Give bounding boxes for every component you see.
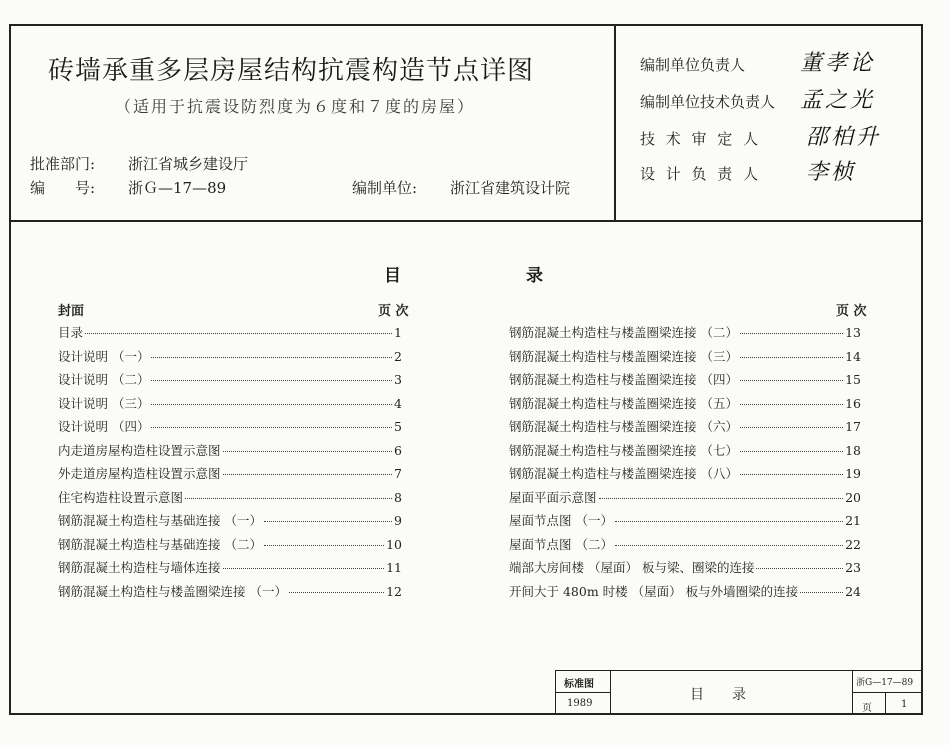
toc-entry[interactable] [509,582,861,600]
toc-leader-dots [740,451,843,452]
page-title: 砖墙承重多层房屋结构抗震构造节点详图 [48,56,535,86]
toc-leader-dots [740,474,843,475]
toc-entry-label: 钢筋混凝土构造柱与楼盖圈梁连接 （八） [509,466,738,481]
toc-entry-page: 5 [394,419,402,434]
toc-entry-label: 外走道房屋构造柱设置示意图 [58,466,221,481]
toc-heading-left: 目 [384,266,401,286]
toc-leader-dots [756,568,843,569]
toc-leader-dots [151,404,392,405]
toc-entry-label: 住宅构造柱设置示意图 [58,489,184,505]
toc-entry-page: 24 [845,583,861,599]
toc-entry-page: 12 [386,583,402,599]
toc-leader-dots [223,474,393,475]
toc-entry-label: 屋面节点图 （二） [509,536,613,552]
toc-entry[interactable] [58,464,402,482]
toc-leader-dots [151,357,392,358]
signature-name-3: 邵柏升 [806,125,882,150]
toc-entry[interactable] [509,394,861,412]
signature-role-1: 编制单位负责人 [640,56,746,74]
toc-entry-label: 设计说明 （一） [58,348,150,364]
toc-leader-dots [264,521,392,522]
toc-leader-dots [740,404,843,405]
compiler-label: 编制单位: [352,179,418,197]
toc-entry-page: 23 [845,560,861,575]
toc-entry[interactable] [509,464,861,482]
number-label: 编 号: [30,179,96,197]
signature-role-4: 设 计 负 责 人 [640,165,762,183]
toc-leader-dots [223,568,385,569]
toc-left-col-label: 封面 [58,304,85,319]
toc-entry[interactable] [509,370,861,388]
toc-entry-label: 钢筋混凝土构造柱与楼盖圈梁连接 （六） [509,419,738,434]
toc-entry-label: 端部大房间楼 （屋面） 板与梁、圈梁的连接 [509,560,755,575]
toc-leader-dots [185,498,392,499]
toc-entry-label: 钢筋混凝土构造柱与楼盖圈梁连接 （三） [509,348,738,364]
signature-name-4: 李桢 [806,160,857,185]
toc-entry-page: 13 [845,325,861,340]
toc-entry[interactable] [509,535,861,553]
toc-left-page-label: 页 次 [378,304,409,319]
toc-entry-page: 1 [394,325,402,340]
signature-role-2: 编制单位技术负责人 [640,93,776,111]
toc-entry[interactable] [58,511,402,529]
compiler-value: 浙江省建筑设计院 [450,179,571,197]
toc-entry-label: 设计说明 （二） [58,372,150,387]
title-block-year: 1989 [567,698,593,709]
toc-leader-dots [151,380,392,381]
toc-entry[interactable] [58,488,402,506]
toc-entry[interactable] [509,488,861,506]
toc-entry-page: 22 [845,536,861,552]
toc-leader-dots [740,357,843,358]
toc-entry-label: 钢筋混凝土构造柱与基础连接 （二） [58,536,262,552]
title-block-page-label: 页 [862,703,872,714]
title-block-divider-3 [885,692,886,715]
toc-entry-page: 7 [394,466,402,481]
toc-entry-page: 8 [394,489,402,505]
toc-entry-page: 21 [845,513,861,528]
signature-name-2: 孟之光 [800,88,876,113]
toc-entry[interactable] [509,323,861,341]
toc-entry[interactable] [509,417,861,435]
approval-label: 批准部门: [30,155,96,173]
toc-entry-page: 11 [386,560,402,575]
toc-entry-page: 17 [845,419,861,434]
page-subtitle: （适用于抗震设防烈度为６度和７度的房屋） [115,97,476,116]
toc-entry-page: 10 [386,536,402,552]
toc-entry[interactable] [509,347,861,365]
toc-entry[interactable] [509,558,861,576]
toc-leader-dots [599,498,844,499]
toc-leader-dots [740,333,843,334]
toc-entry-page: 4 [394,395,402,411]
toc-leader-dots [800,592,843,593]
toc-entry[interactable] [58,558,402,576]
title-block-hrule-right [852,692,923,693]
approval-value: 浙江省城乡建设厅 [128,155,249,173]
toc-entry-page: 15 [845,372,861,387]
toc-heading-right: 录 [526,266,543,286]
title-block-sheet-title: 目 录 [690,687,746,703]
header-divider [9,220,923,222]
toc-entry[interactable] [58,441,402,459]
toc-entry-label: 钢筋混凝土构造柱与楼盖圈梁连接 （二） [509,325,738,340]
number-value: 浙Ｇ—17—89 [128,179,227,197]
toc-entry-label: 目录 [58,325,84,340]
toc-right-page-label: 页 次 [836,304,867,319]
toc-entry-label: 屋面节点图 （一） [509,513,613,528]
toc-entry[interactable] [58,323,402,341]
toc-leader-dots [223,451,393,452]
signature-role-3: 技 术 审 定 人 [640,130,762,148]
toc-entry-label: 屋面平面示意图 [509,489,597,505]
toc-entry[interactable] [58,535,402,553]
toc-entry-label: 钢筋混凝土构造柱与基础连接 （一） [58,513,262,528]
toc-leader-dots [289,592,384,593]
toc-entry[interactable] [509,511,861,529]
toc-leader-dots [264,545,384,546]
toc-entry-label: 钢筋混凝土构造柱与楼盖圈梁连接 （七） [509,442,738,458]
title-block-page-number: 1 [901,699,908,710]
toc-leader-dots [85,333,392,334]
toc-entry-page: 19 [845,466,861,481]
toc-entry-page: 2 [394,348,402,364]
toc-entry-label: 内走道房屋构造柱设置示意图 [58,442,221,458]
toc-entry[interactable] [58,394,402,412]
toc-entry-page: 16 [845,395,861,411]
toc-entry[interactable] [509,441,861,459]
toc-leader-dots [151,427,392,428]
title-block-std-label: 标准图 [564,679,594,690]
toc-entry[interactable] [58,370,402,388]
toc-entry-label: 钢筋混凝土构造柱与楼盖圈梁连接 （五） [509,395,738,411]
toc-entry-page: 18 [845,442,861,458]
toc-entry-label: 设计说明 （四） [58,419,150,434]
toc-entry[interactable] [58,417,402,435]
title-block-code: 浙G—17—89 [856,678,914,688]
toc-entry[interactable] [58,582,402,600]
toc-entry-label: 钢筋混凝土构造柱与楼盖圈梁连接 （一） [58,583,287,599]
toc-leader-dots [615,545,843,546]
toc-entry-label: 钢筋混凝土构造柱与墙体连接 [58,560,221,575]
toc-leader-dots [740,427,843,428]
toc-leader-dots [740,380,843,381]
toc-entry-page: 14 [845,348,861,364]
signature-name-1: 董孝论 [800,51,876,76]
toc-entry-page: 6 [394,442,402,458]
toc-entry-page: 3 [394,372,402,387]
toc-leader-dots [615,521,843,522]
toc-entry-page: 9 [394,513,402,528]
title-block-hrule-left [555,692,611,693]
toc-entry[interactable] [58,347,402,365]
toc-entry-label: 设计说明 （三） [58,395,150,411]
header-vertical-divider [614,24,616,221]
toc-entry-label: 开间大于 480m 时楼 （屋面） 板与外墙圈梁的连接 [509,583,799,599]
toc-entry-page: 20 [845,489,861,505]
toc-entry-label: 钢筋混凝土构造柱与楼盖圈梁连接 （四） [509,372,738,387]
